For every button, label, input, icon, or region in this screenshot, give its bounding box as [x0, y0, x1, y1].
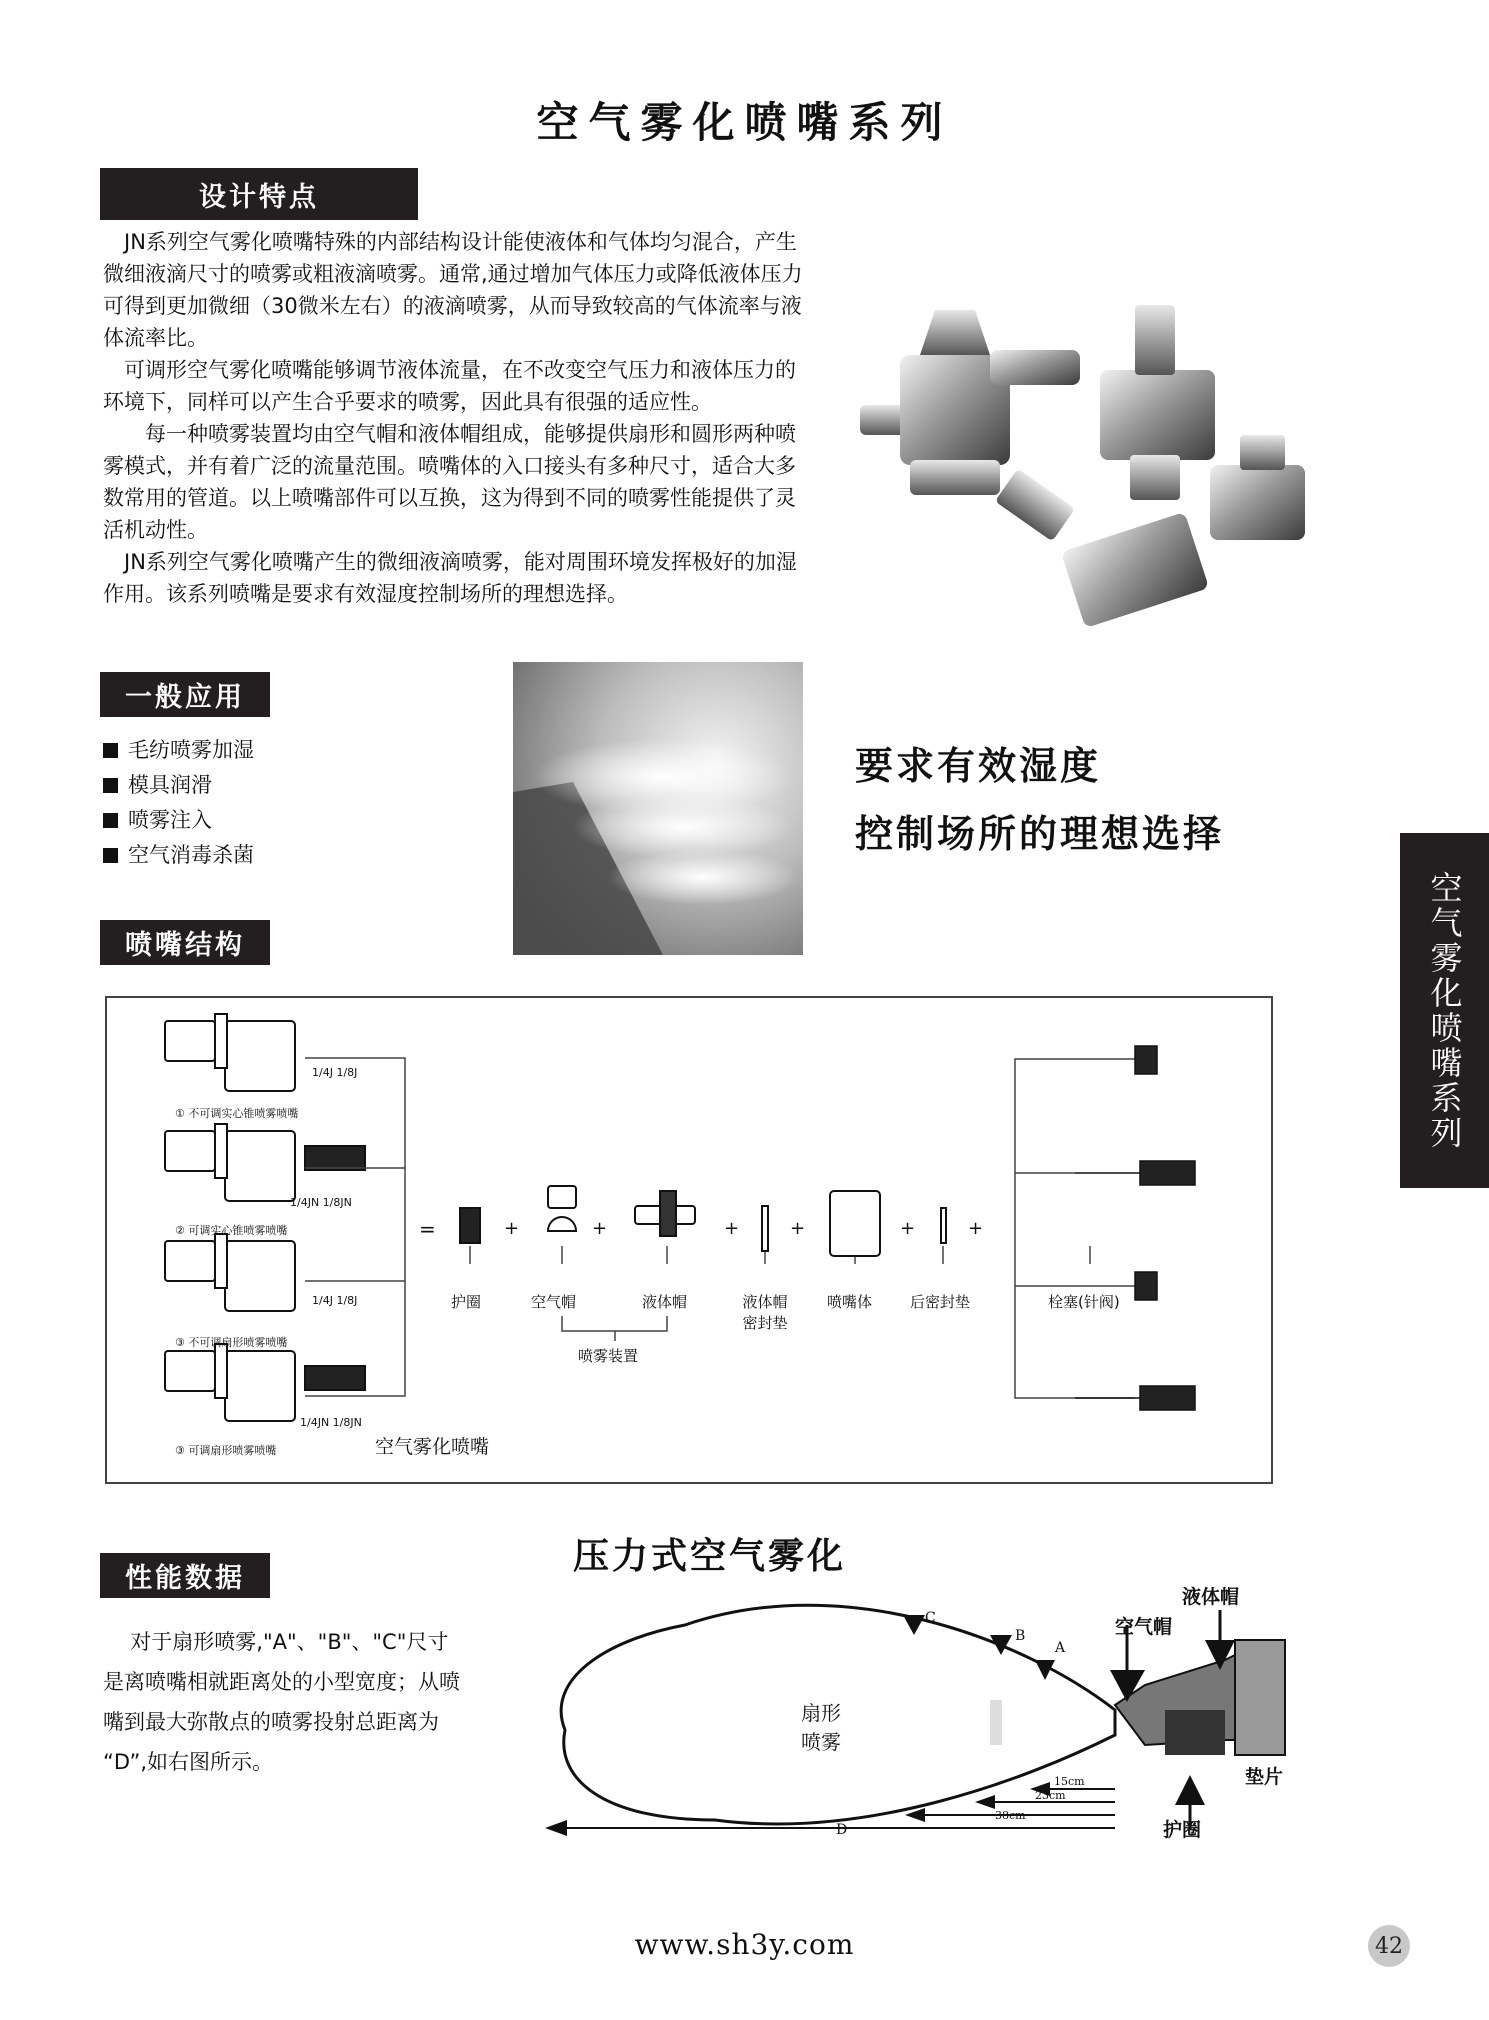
- assembly-name: 空气雾化喷嘴: [375, 1436, 490, 1458]
- bullet-square-icon: [103, 848, 118, 863]
- structure-diagram: [105, 996, 1273, 1484]
- slogan-line-1: 要求有效湿度: [855, 744, 1102, 788]
- performance-text: 对于扇形喷雾,"A"、"B"、"C"尺寸是离喷嘴相就距离处的小型宽度；从喷嘴到最大弥散点的喷雾投射总距离为 “D”,如右图所示。: [103, 1630, 460, 1774]
- dimension-b-label: B: [1015, 1628, 1026, 1644]
- list-item: 喷雾注入: [103, 803, 254, 838]
- design-paragraph-1: JN系列空气雾化喷嘴特殊的内部结构设计能使液体和气体均匀混合，产生微细液滴尺寸的喷雾或粗液滴喷雾。通常,通过增加气体压力或降低液体压力可得到更加微细（30微米左右）的液滴喷雾，从而导致较高的气体流率与液体流率比。: [103, 230, 803, 350]
- page-title: 空气雾化喷嘴系列: [536, 98, 953, 147]
- part-liquid-cap: 液体帽: [642, 1293, 688, 1311]
- variant-2-caption: ② 可调实心锥喷雾喷嘴: [175, 1224, 288, 1237]
- bullet-square-icon: [103, 743, 118, 758]
- part-nozzle-body: 喷嘴体: [827, 1293, 873, 1311]
- plus-sign: +: [900, 1218, 916, 1239]
- design-paragraph-3: 每一种喷雾装置均由空气帽和液体帽组成，能够提供扇形和圆形两种喷雾模式，并有着广泛的流量范围。喷嘴体的入口接头有多种尺寸，适合大多数常用的管道。以上喷嘴部件可以互换，这为得到不同的喷雾性能提供了灵活机动性。: [103, 422, 796, 542]
- plus-sign: +: [504, 1218, 520, 1239]
- part-plug-needle-valve: 栓塞(针阀): [1048, 1293, 1120, 1311]
- section-header-design: 设计特点: [100, 168, 418, 220]
- pressure-diagram-title: 压力式空气雾化: [573, 1536, 847, 1577]
- distance-15cm-label: 15cm: [1054, 1775, 1085, 1788]
- equals-sign: =: [419, 1217, 436, 1241]
- part-retainer: 护圈: [451, 1293, 482, 1311]
- design-paragraph-2: 可调形空气雾化喷嘴能够调节液体流量，在不改变空气压力和液体压力的环境下，同样可以产生合乎要求的喷雾，因此具有很强的适应性。: [103, 358, 796, 414]
- dimension-a-label: A: [1055, 1640, 1066, 1656]
- product-nozzles-photo: [840, 295, 1315, 635]
- bullet-square-icon: [103, 813, 118, 828]
- variant-1-caption: ① 不可调实心锥喷雾喷嘴: [175, 1107, 299, 1120]
- part-air-cap: 空气帽: [531, 1293, 577, 1311]
- side-tab: 空气雾化喷嘴系列: [1400, 833, 1489, 1188]
- design-text: [103, 226, 815, 610]
- air-cap-label: 空气帽: [1115, 1616, 1173, 1638]
- list-item: 模具润滑: [103, 768, 254, 803]
- page-number: 42: [1368, 1925, 1410, 1967]
- distance-23cm-label: 23cm: [1035, 1789, 1066, 1802]
- section-header-applications: 一般应用: [100, 672, 270, 717]
- variant-1-size: 1/4J 1/8J: [312, 1066, 358, 1079]
- plus-sign: +: [592, 1218, 608, 1239]
- retainer-label: 护圈: [1163, 1819, 1202, 1841]
- variant-2-size: 1/4JN 1/8JN: [290, 1196, 352, 1209]
- fan-spray-label: 扇形 喷雾: [801, 1701, 841, 1754]
- variant-4-size: 1/4JN 1/8JN: [300, 1416, 362, 1429]
- applications-list: [103, 733, 254, 873]
- design-paragraph-4: JN系列空气雾化喷嘴产生的微细液滴喷雾，能对周围环境发挥极好的加湿作用。该系列喷嘴是要求有效湿度控制场所的理想选择。: [103, 550, 797, 606]
- spray-photo: [513, 662, 803, 955]
- spray-setup-label: 喷雾装置: [578, 1347, 639, 1365]
- bullet-square-icon: [103, 778, 118, 793]
- list-item: 毛纺喷雾加湿: [103, 733, 254, 768]
- liquid-cap-label: 液体帽: [1182, 1586, 1240, 1608]
- part-liquid-cap-gasket: 液体帽 密封垫: [742, 1293, 788, 1332]
- plus-sign: +: [968, 1218, 984, 1239]
- section-header-performance: 性能数据: [100, 1553, 270, 1598]
- list-item: 空气消毒杀菌: [103, 838, 254, 873]
- part-rear-gasket: 后密封垫: [910, 1293, 971, 1311]
- plus-sign: +: [724, 1218, 740, 1239]
- gasket-label: 垫片: [1245, 1766, 1284, 1788]
- footer-url[interactable]: www.sh3y.com: [634, 1928, 855, 1961]
- dimension-c-label: C: [925, 1610, 936, 1626]
- distance-38cm-label: 38cm: [995, 1809, 1026, 1822]
- variant-3-size: 1/4J 1/8J: [312, 1294, 358, 1307]
- slogan-line-2: 控制场所的理想选择: [855, 812, 1225, 856]
- variant-4-caption: ③ 可调扇形喷雾喷嘴: [175, 1444, 277, 1457]
- dimension-d-label: D: [836, 1822, 848, 1838]
- section-header-structure: 喷嘴结构: [100, 920, 270, 965]
- plus-sign: +: [790, 1218, 806, 1239]
- variant-3-caption: ③ 不可调扇形喷雾喷嘴: [175, 1336, 288, 1349]
